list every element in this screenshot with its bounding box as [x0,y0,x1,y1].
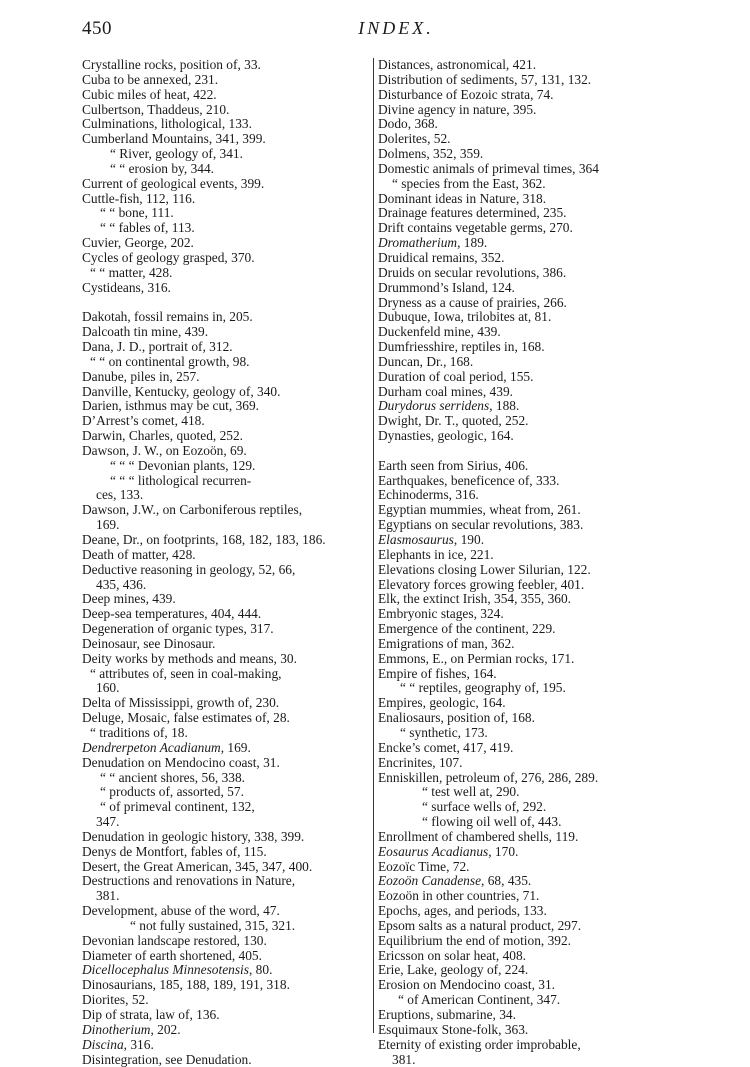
index-entry: 381. [392,1051,416,1067]
index-entry: “ “ fables of, 113. [100,220,195,236]
index-entry: 381. [96,888,120,904]
index-entry: Delta of Mississippi, growth of, 230. [82,695,280,711]
index-entry: “ of primeval continent, 132, [100,799,255,815]
index-entry: Druids on secular revolutions, 386. [378,264,567,280]
index-entry: Erosion on Mendocino coast, 31. [378,977,556,993]
index-entry: Eruptions, submarine, 34. [378,1007,516,1022]
index-entry: 435, 436. [96,576,147,592]
index-entry: Cystideans, 316. [82,279,171,295]
page-number: 450 [82,18,112,39]
index-entry: Dolmens, 352, 359. [378,146,484,162]
index-entry: Dip of strata, law of, 136. [82,1007,220,1022]
index-entry: Drift contains vegetable germs, 270. [378,220,573,236]
index-entry: 347. [96,814,120,830]
index-entry: Duncan, Dr., 168. [378,353,474,369]
index-entry: Echinoderms, 316. [378,487,479,503]
index-entry: Egyptian mummies, wheat from, 261. [378,502,581,518]
index-entry: Desert, the Great American, 345, 347, 400. [82,858,313,874]
index-entry: Epsom salts as a natural product, 297. [378,917,582,933]
index-entry: “ test well at, 290. [422,784,520,800]
index-entry: Dwight, Dr. T., quoted, 252. [378,413,529,429]
index-entry: Empires, geologic, 164. [378,695,506,711]
index-entry: Equilibrium the end of motion, 392. [378,932,572,948]
column-divider [373,58,374,1033]
index-entry: Denys de Montfort, fables of, 115. [82,843,267,859]
index-entry: Deinosaur, see Dinosaur. [82,635,216,651]
index-entry: Enrollment of chambered shells, 119. [378,828,579,844]
index-entry: Durydorus serridens, 188. [378,398,520,414]
index-entry: “ “ ancient shores, 56, 338. [100,769,246,785]
index-entry: Duckenfeld mine, 439. [378,324,501,340]
index-entry: Dromatherium, 189. [378,235,488,251]
index-entry: Diameter of earth shortened, 405. [82,947,262,963]
index-entry: Deity works by methods and means, 30. [82,650,297,666]
index-entry: Eozoïc Time, 72. [378,858,470,874]
index-entry: Egyptians on secular revolutions, 383. [378,517,584,533]
index-entry: Dendrerpeton Acadianum, 169. [82,739,251,755]
index-entry: Esquimaux Stone-folk, 363. [378,1021,529,1037]
section-spacer [82,296,374,311]
index-column-left [82,58,374,1067]
index-entry: Dolerites, 52. [378,131,451,147]
page-title: INDEX. [358,18,434,38]
index-entry: “ “ “ Devonian plants, 129. [110,457,256,473]
index-entry: Elasmosaurus, 190. [378,532,485,547]
index-entry: Deep mines, 439. [82,591,176,607]
index-entry: “ “ matter, 428. [90,264,173,280]
index-entry: Cuvier, George, 202. [82,235,194,251]
index-entry: ces, 133. [96,487,144,503]
index-entry: Death of matter, 428. [82,546,196,562]
index-entry: Erie, Lake, geology of, 224. [378,962,529,978]
index-entry: “ of American Continent, 347. [398,992,561,1008]
index-entry: Dubuque, Iowa, trilobites at, 81. [378,309,552,325]
index-entry: Dinosaurians, 185, 188, 189, 191, 318. [82,977,290,993]
index-entry: 160. [96,680,120,696]
index-entry: Degeneration of organic types, 317. [82,621,274,637]
index-entry: Elk, the extinct Irish, 354, 355, 360. [378,591,572,607]
index-entry: Danville, Kentucky, geology of, 340. [82,383,281,399]
index-entry: Cuttle-fish, 112, 116. [82,190,196,206]
index-entry: Encrinites, 107. [378,754,463,770]
index-entry: “ synthetic, 173. [400,724,488,740]
index-entry: Embryonic stages, 324. [378,606,504,622]
index-entry: Distribution of sediments, 57, 131, 132. [378,71,592,87]
index-entry: Eozoön Canadense, 68, 435. [378,873,532,889]
index-entry: Darwin, Charles, quoted, 252. [82,428,244,444]
index-entry: Dumfriesshire, reptiles in, 168. [378,339,545,355]
index-entry: Earth seen from Sirius, 406. [378,457,529,473]
index-entry: “ “ “ lithological recurren- [110,472,252,488]
index-entry: Dakotah, fossil remains in, 205. [82,309,253,325]
index-entry: Culbertson, Thaddeus, 210. [82,101,230,117]
index-entry: “ flowing oil well of, 443. [422,814,562,830]
index-entry: Cycles of geology grasped, 370. [82,249,255,265]
index-entry: “ attributes of, seen in coal-making, [90,665,282,681]
index-entry: Earthquakes, beneficence of, 333. [378,472,560,488]
index-entry: Deductive reasoning in geology, 52, 66, [82,561,296,577]
index-entry: Durham coal mines, 439. [378,383,513,399]
index-entry: Dominant ideas in Nature, 318. [378,190,547,206]
index-entry: Eternity of existing order improbable, [378,1036,581,1052]
index-entry: Elevatory forces growing feebler, 401. [378,576,585,592]
index-entry: Deane, Dr., on footprints, 168, 182, 183, 186. [82,532,326,547]
index-entry: “ surface wells of, 292. [422,799,547,815]
index-entry: Discina, 316. [82,1036,154,1052]
index-entry: Divine agency in nature, 395. [378,101,537,117]
index-entry: Ericsson on solar heat, 408. [378,947,527,963]
index-entry: Disturbance of Eozoic strata, 74. [378,86,554,102]
index-entry: “ “ bone, 111. [100,205,174,221]
index-entry: Crystalline rocks, position of, 33. [82,57,261,72]
index-entry: Elephants in ice, 221. [378,546,494,562]
index-entry: Dynasties, geologic, 164. [378,428,514,444]
index-entry: Dinotherium, 202. [82,1021,181,1037]
index-entry: 169. [96,517,120,533]
index-entry: Emergence of the continent, 229. [378,621,556,637]
index-entry: Epochs, ages, and periods, 133. [378,903,547,919]
index-entry: “ traditions of, 18. [90,724,188,740]
index-entry: Darien, isthmus may be cut, 369. [82,398,260,414]
index-entry: Emigrations of man, 362. [378,635,515,651]
index-entry: Denudation on Mendocino coast, 31. [82,754,280,770]
index-entry: “ products of, assorted, 57. [100,784,244,800]
index-entry: “ “ erosion by, 344. [110,160,214,176]
page-header [82,16,710,48]
index-column-right [378,58,676,1067]
index-entry: Development, abuse of the word, 47. [82,903,280,919]
index-entry: Dana, J. D., portrait of, 312. [82,339,233,355]
index-entry: Devonian landscape restored, 130. [82,932,267,948]
index-entry: Deep-sea temperatures, 404, 444. [82,606,262,622]
section-spacer [378,444,676,459]
index-entry: Deluge, Mosaic, false estimates of, 28. [82,710,290,726]
index-entry: Cubic miles of heat, 422. [82,86,217,102]
index-entry: Current of geological events, 399. [82,175,265,191]
index-entry: “ River, geology of, 341. [110,146,243,162]
index-entry: Emmons, E., on Permian rocks, 171. [378,650,575,666]
index-entry: Dalcoath tin mine, 439. [82,324,209,340]
index-entry: Dawson, J.W., on Carboniferous reptiles, [82,502,303,518]
index-entry: Diorites, 52. [82,992,149,1008]
index-entry: Destructions and renovations in Nature, [82,873,296,889]
index-entry: Cumberland Mountains, 341, 399. [82,131,266,147]
index-entry: Elevations closing Lower Silurian, 122. [378,561,591,577]
index-entry: “ “ on continental growth, 98. [90,353,250,369]
index-entry: Disintegration, see Denudation. [82,1051,252,1067]
index-entry: Dodo, 368. [378,116,438,132]
index-entry: Drainage features determined, 235. [378,205,567,221]
index-entry: Domestic animals of primeval times, 364 [378,160,599,176]
index-entry: Encke’s comet, 417, 419. [378,739,514,755]
index-entry: Duration of coal period, 155. [378,368,534,384]
index-entry: Enaliosaurs, position of, 168. [378,710,535,726]
index-entry: “ not fully sustained, 315, 321. [130,917,296,933]
index-entry: Denudation in geologic history, 338, 399. [82,828,305,844]
index-entry: Empire of fishes, 164. [378,665,497,681]
index-entry: Druidical remains, 352. [378,249,505,265]
index-entry: Cuba to be annexed, 231. [82,71,219,87]
index-entry: Culminations, lithological, 133. [82,116,252,132]
index-entry: Enniskillen, petroleum of, 276, 286, 289. [378,769,599,785]
index-entry: Eosaurus Acadianus, 170. [378,843,519,859]
index-entry: Danube, piles in, 257. [82,368,200,384]
index-entry: Dicellocephalus Minnesotensis, 80. [82,962,273,978]
index-entry: Distances, astronomical, 421. [378,57,537,72]
index-entry: Eozoön in other countries, 71. [378,888,540,904]
index-entry: Drummond’s Island, 124. [378,279,515,295]
index-entry: “ species from the East, 362. [392,175,546,191]
index-entry: Dryness as a cause of prairies, 266. [378,294,567,310]
index-entry: “ “ reptiles, geography of, 195. [400,680,566,696]
index-entry: D’Arrest’s comet, 418. [82,413,205,429]
index-entry: Dawson, J. W., on Eozoön, 69. [82,442,247,458]
